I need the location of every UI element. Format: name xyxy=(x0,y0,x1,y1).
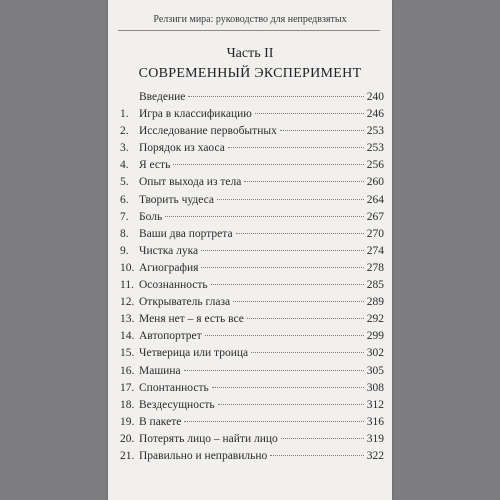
toc-entry xyxy=(120,450,384,467)
toc-entry-title: Потерять лицо – найти лицо xyxy=(139,432,278,445)
toc-entry-number: 19. xyxy=(120,415,135,428)
dot-leader xyxy=(218,404,364,405)
toc-entry xyxy=(120,365,384,382)
toc-entry-title: Меня нет – я есть все xyxy=(139,313,244,326)
toc-entry-number: 21. xyxy=(120,449,135,462)
toc-entry xyxy=(120,125,384,142)
toc-entry-title: Чистка лука xyxy=(139,244,199,257)
toc-entry-page: 240 xyxy=(366,91,384,103)
toc-entry xyxy=(120,347,384,364)
dot-leader xyxy=(281,438,364,439)
toc-entry-number: 18. xyxy=(120,398,135,411)
toc-entry xyxy=(120,108,384,125)
dot-leader xyxy=(184,370,364,371)
toc-entry-title: Исследование первобытных xyxy=(139,125,277,138)
toc-entry-title: Игра в классификацию xyxy=(139,108,252,121)
dot-leader xyxy=(255,113,364,114)
toc-entry-page: 322 xyxy=(366,449,384,462)
toc-entry-number: 13. xyxy=(120,313,135,326)
toc-entry xyxy=(120,330,384,347)
toc-entry-title: Правильно и неправильно xyxy=(139,449,268,462)
header-rule xyxy=(118,30,380,31)
toc-entry-title: Творить чудеса xyxy=(139,193,215,206)
toc-entry xyxy=(120,313,384,330)
toc-entry xyxy=(120,399,384,416)
toc-entry xyxy=(120,416,384,433)
toc-entry-page: 264 xyxy=(366,193,384,206)
dot-leader xyxy=(188,96,363,97)
book-page xyxy=(108,0,392,500)
toc-entry-page: 278 xyxy=(366,261,384,274)
toc-entry xyxy=(120,228,384,245)
toc-entry xyxy=(120,245,384,262)
dot-leader xyxy=(165,216,364,217)
toc-entry-page: 270 xyxy=(366,227,384,240)
toc-entry-page: 319 xyxy=(366,432,384,445)
toc-entry-number: 14. xyxy=(120,330,135,343)
dot-leader xyxy=(212,387,364,388)
toc-entry-title: Осознанность xyxy=(139,279,208,292)
toc-entry-number: 20. xyxy=(120,432,135,445)
toc-entry-page: 299 xyxy=(366,330,384,343)
dot-leader xyxy=(201,250,364,251)
toc-entry-title: Боль xyxy=(139,210,163,223)
toc-entry xyxy=(120,296,384,313)
toc-entry-page: 308 xyxy=(366,381,384,394)
toc-entry-page: 246 xyxy=(366,108,384,121)
toc-entry-title: Введение xyxy=(139,91,186,103)
dot-leader xyxy=(270,455,363,456)
toc-entry xyxy=(120,279,384,296)
toc-entry xyxy=(120,159,384,176)
toc-entry-title: Я есть xyxy=(139,159,171,172)
toc-entry-number: 8. xyxy=(120,227,129,240)
dot-leader xyxy=(236,233,364,234)
toc-entry-number: 6. xyxy=(120,193,129,206)
toc-entry-page: 267 xyxy=(366,210,384,223)
toc-entry-title: Спонтанность xyxy=(139,381,209,394)
running-header: Релзиги мира: руководство для непредвзятых xyxy=(153,14,347,25)
toc-entry-title: Автопортрет xyxy=(139,330,202,343)
part-title: СОВРЕМЕННЫЙ ЭКСПЕРИМЕНТ xyxy=(138,66,362,81)
toc-entry-page: 312 xyxy=(366,398,384,411)
dot-leader xyxy=(251,352,364,353)
dot-leader xyxy=(184,421,363,422)
dot-leader xyxy=(228,147,364,148)
toc-entry-page: 292 xyxy=(366,313,384,326)
toc-entry-page: 253 xyxy=(366,125,384,138)
toc-entry-number: 7. xyxy=(120,210,129,223)
toc-entry-page: 285 xyxy=(366,279,384,292)
toc-entry-title: Порядок из хаоса xyxy=(139,142,225,155)
dot-leader xyxy=(217,199,364,200)
toc-entry-number: 10. xyxy=(120,261,135,274)
toc-entry-page: 253 xyxy=(366,142,384,155)
toc-entry-title: Открыватель глаза xyxy=(139,296,231,309)
toc-entry-title: Машина xyxy=(139,364,181,377)
toc-entry xyxy=(120,194,384,211)
toc-entry-number: 12. xyxy=(120,296,135,309)
toc-entry-number: 5. xyxy=(120,176,129,189)
toc-entry xyxy=(120,382,384,399)
toc-entry-page: 260 xyxy=(366,176,384,189)
toc-entry-number: 2. xyxy=(120,125,129,138)
toc-entry xyxy=(120,142,384,159)
dot-leader xyxy=(173,164,363,165)
toc-entry xyxy=(120,433,384,450)
toc-entry-title: Опыт выхода из тела xyxy=(139,176,242,189)
toc-entry-page: 305 xyxy=(366,364,384,377)
dot-leader xyxy=(211,284,364,285)
toc-entry-page: 316 xyxy=(366,415,384,428)
toc-entry xyxy=(120,176,384,193)
dot-leader xyxy=(247,318,364,319)
toc-entry-number: 17. xyxy=(120,381,135,394)
toc-entry-title: В пакете xyxy=(139,415,182,428)
toc-entry xyxy=(120,91,384,108)
toc-entry-number: 16. xyxy=(120,364,135,377)
toc-entry-page: 302 xyxy=(366,347,384,360)
dot-leader xyxy=(233,301,364,302)
toc-entry-title: Четверица или троица xyxy=(139,347,249,360)
toc-entry-title: Вездесущность xyxy=(139,398,215,411)
table-of-contents xyxy=(120,91,384,467)
dot-leader xyxy=(205,335,364,336)
toc-entry xyxy=(120,211,384,228)
dot-leader xyxy=(244,181,363,182)
dot-leader xyxy=(201,267,363,268)
toc-entry-number: 1. xyxy=(120,108,129,121)
toc-entry-number: 4. xyxy=(120,159,129,172)
part-label: Часть II xyxy=(226,46,274,61)
dot-leader xyxy=(280,130,364,131)
toc-entry-page: 289 xyxy=(366,296,384,309)
toc-entry xyxy=(120,262,384,279)
toc-entry-number: 15. xyxy=(120,347,135,360)
toc-entry-page: 256 xyxy=(366,159,384,172)
toc-entry-title: Ваши два портрета xyxy=(139,227,233,240)
toc-entry-number: 9. xyxy=(120,244,129,257)
toc-entry-title: Агиография xyxy=(139,261,199,274)
toc-entry-number: 3. xyxy=(120,142,129,155)
toc-entry-number: 11. xyxy=(120,279,134,292)
toc-entry-page: 274 xyxy=(366,244,384,257)
